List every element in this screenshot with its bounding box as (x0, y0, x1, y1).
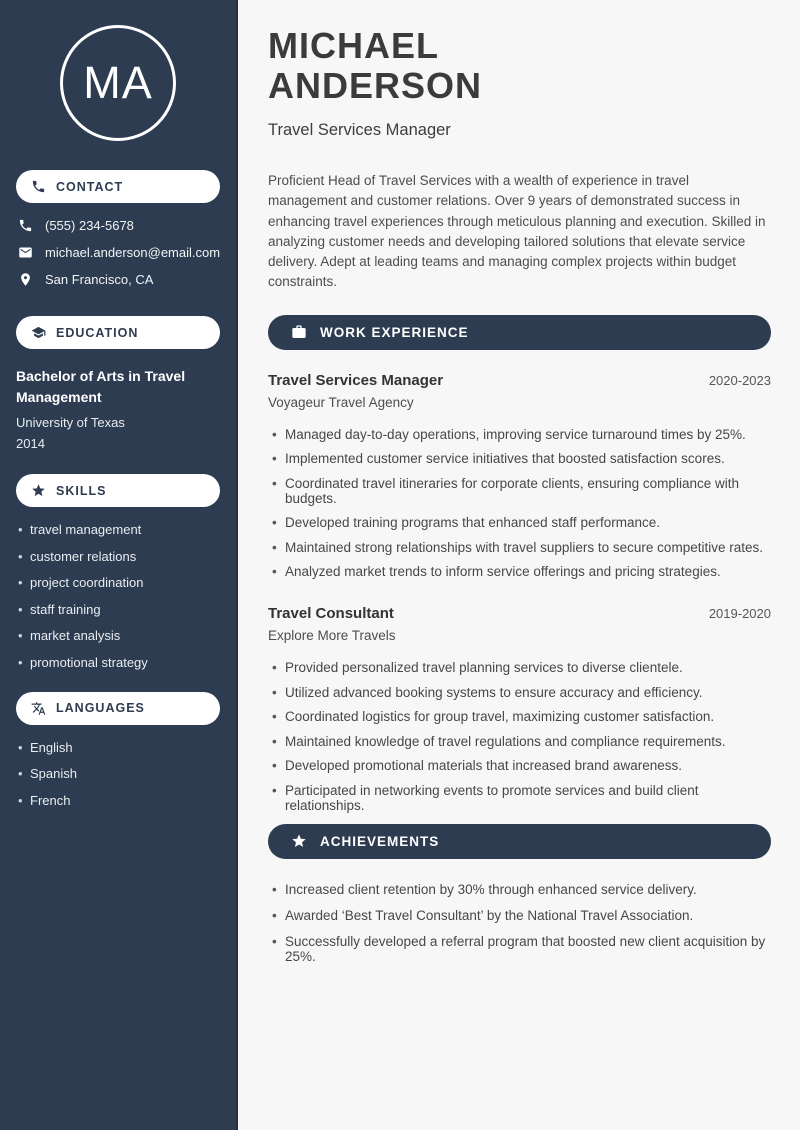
job-bullet: • Coordinated travel itineraries for corporate clients, ensuring compliance with budgets. (268, 476, 771, 506)
star-icon (31, 483, 46, 498)
education-section-header (16, 316, 220, 349)
job-company: Explore More Travels (268, 628, 396, 644)
phone-icon (18, 218, 33, 233)
job-bullet: • Coordinated logistics for group travel, maximizing customer satisfaction. (268, 709, 771, 724)
skills-section-title: SKILLS (56, 483, 107, 498)
achievements-list (268, 882, 771, 964)
contact-section-title: CONTACT (56, 179, 124, 194)
skill-item: • market analysis (16, 628, 220, 643)
summary-paragraph: Proficient Head of Travel Services with a wealth of experience in travel management and customer relations. Over 9 years of demonstrated success in enhancing travel experiences through meticulous planning and execution. Skilled in analyzing customer needs and developing tailored solutions that elevate service delivery. Adept at leading teams and managing complex projects within budget constraints. (268, 173, 766, 290)
job-entry (268, 605, 771, 813)
work-experience-section-header (268, 315, 771, 350)
resume-main (238, 0, 800, 1130)
education-entry (16, 366, 220, 451)
translate-icon (31, 701, 46, 716)
skills-section-header (16, 474, 220, 507)
job-title: Travel Services Manager (268, 371, 444, 389)
languages-list (16, 740, 220, 808)
education-degree: Bachelor of Arts in Travel Management (16, 368, 186, 405)
job-bullet: • Participated in networking events to promote services and build client relationships. (268, 783, 771, 813)
language-item: • English (16, 740, 220, 755)
location-text: San Francisco, CA (45, 272, 154, 287)
achievements-title: ACHIEVEMENTS (320, 833, 440, 849)
contact-section-header (16, 170, 220, 203)
job-bullet: • Provided personalized travel planning services to diverse clientele. (268, 660, 771, 675)
job-entry (268, 372, 771, 580)
email-address: michael.anderson@email.com (45, 245, 221, 260)
skill-item: • promotional strategy (16, 655, 220, 670)
languages-section-title: LANGUAGES (56, 701, 145, 715)
phone-number: (555) 234-5678 (45, 218, 134, 233)
job-company: Voyageur Travel Agency (268, 394, 414, 410)
contact-location (18, 272, 218, 287)
job-bullet: • Implemented customer service initiatives that boosted satisfaction scores. (268, 451, 771, 466)
last-name: ANDERSON (268, 65, 483, 106)
person-name (268, 26, 771, 106)
job-bullet: • Maintained strong relationships with travel suppliers to secure competitive rates. (268, 540, 771, 555)
job-bullet-list (268, 427, 771, 580)
work-experience-title: WORK EXPERIENCE (320, 324, 469, 340)
job-bullet: • Maintained knowledge of travel regulations and compliance requirements. (268, 734, 771, 749)
avatar-initials: MA (83, 57, 153, 108)
skill-item: • customer relations (16, 549, 220, 564)
job-title: Travel Consultant (268, 605, 394, 623)
achievement-bullet: • Successfully developed a referral program that boosted new client acquisition by 25%. (268, 934, 771, 964)
job-header (268, 372, 771, 389)
job-header (268, 605, 771, 622)
graduation-cap-icon (31, 325, 46, 340)
education-year: 2014 (16, 436, 45, 451)
skills-list (16, 522, 220, 670)
language-item: • French (16, 793, 220, 808)
briefcase-icon (291, 324, 307, 340)
phone-icon (31, 179, 46, 194)
achievement-bullet: • Awarded ‘Best Travel Consultant’ by the National Travel Association. (268, 908, 771, 923)
skill-item: • project coordination (16, 575, 220, 590)
education-section-title: EDUCATION (56, 325, 139, 340)
job-bullet: • Analyzed market trends to inform service offerings and pricing strategies. (268, 564, 771, 579)
skill-item: • staff training (16, 602, 220, 617)
education-school: University of Texas (16, 415, 125, 430)
job-dates: 2019-2020 (708, 606, 771, 622)
job-bullet: • Utilized advanced booking systems to ensure accuracy and efficiency. (268, 685, 771, 700)
languages-section-header (16, 692, 220, 725)
star-icon (291, 833, 307, 849)
job-dates: 2020-2023 (708, 372, 771, 388)
contact-phone (18, 218, 218, 233)
achievement-bullet: • Increased client retention by 30% through enhanced service delivery. (268, 882, 771, 897)
email-icon (18, 245, 33, 260)
contact-email (18, 245, 221, 260)
job-bullet: • Developed promotional materials that increased brand awareness. (268, 758, 771, 773)
job-bullet: • Developed training programs that enhanced staff performance. (268, 515, 771, 530)
person-job-title: Travel Services Manager (268, 121, 451, 139)
first-name: MICHAEL (268, 25, 439, 66)
skill-item: • travel management (16, 522, 220, 537)
sidebar (0, 0, 238, 1130)
job-bullet-list (268, 660, 771, 813)
job-bullet: • Managed day-to-day operations, improving service turnaround times by 25%. (268, 427, 771, 442)
location-icon (18, 272, 33, 287)
avatar (60, 25, 176, 141)
contact-list (18, 218, 221, 287)
language-item: • Spanish (16, 766, 220, 781)
achievements-section-header (268, 824, 771, 859)
